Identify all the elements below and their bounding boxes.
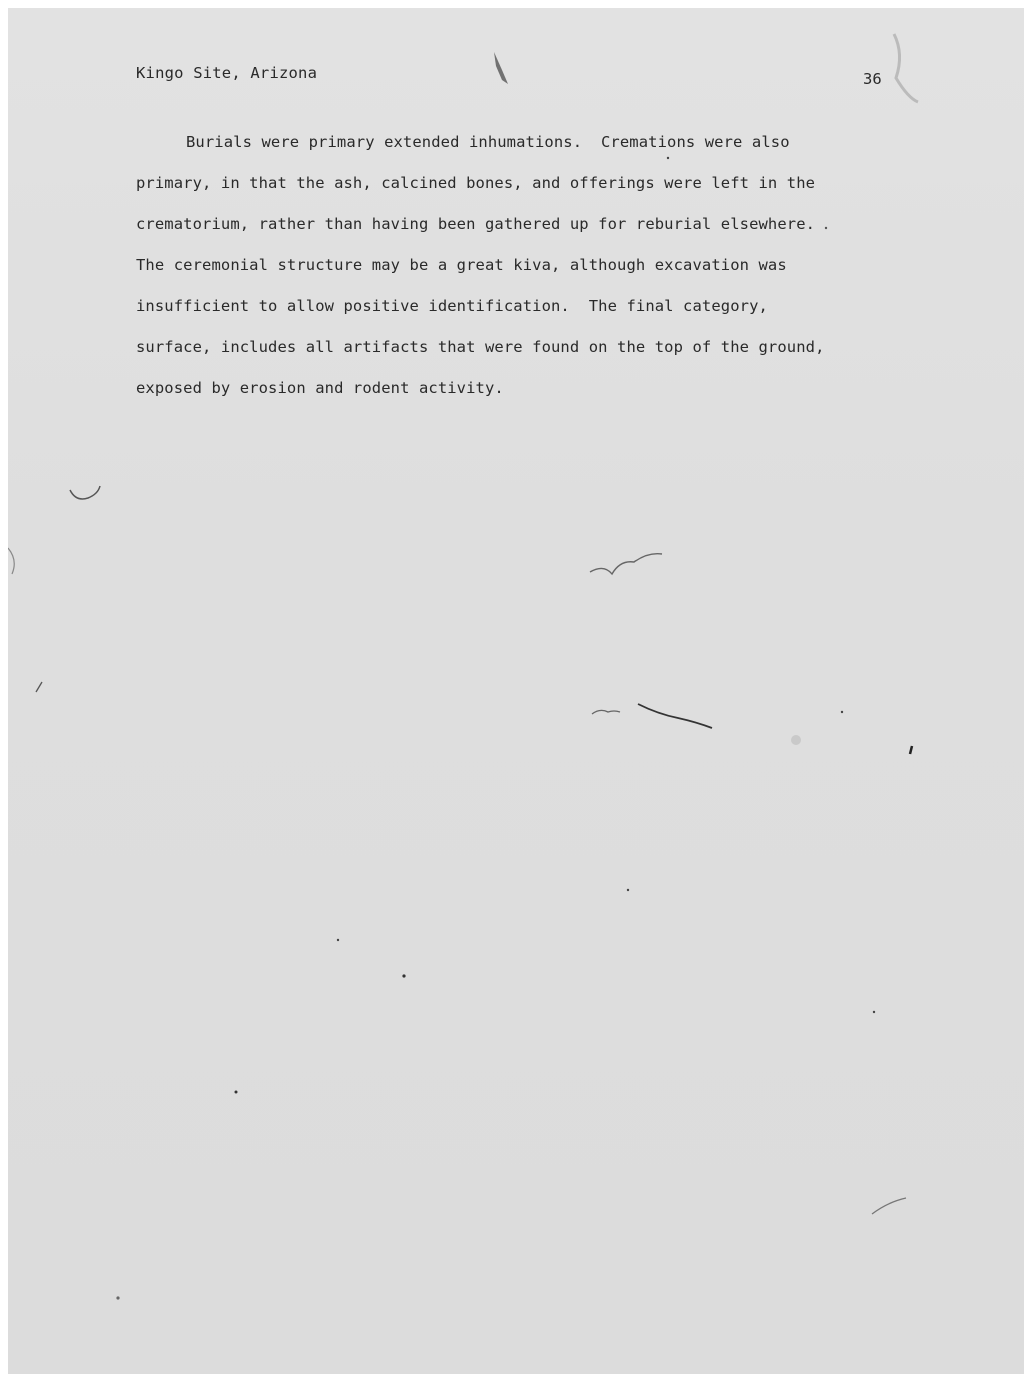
page-number: 36 [863, 70, 882, 88]
stray-mark [8, 548, 14, 574]
running-title: Kingo Site, Arizona [136, 64, 318, 82]
paragraph-line: exposed by erosion and rodent activity. [136, 379, 504, 397]
speck [841, 711, 843, 713]
stray-mark [592, 710, 620, 714]
speck [873, 1011, 875, 1013]
paragraph-line: primary, in that the ash, calcined bones, and offerings were left in the [136, 174, 816, 192]
stray-mark [894, 34, 918, 102]
paragraph-line: Burials were primary extended inhumations. Cremations were also [186, 133, 790, 151]
stray-mark [872, 1198, 906, 1214]
paragraph-line: The ceremonial structure may be a great kiva, although excavation was [136, 256, 787, 274]
stray-mark [36, 682, 42, 692]
speck [235, 1091, 238, 1094]
stray-mark [590, 554, 662, 574]
paragraph-line: surface, includes all artifacts that were found on the top of the ground, [136, 338, 825, 356]
paragraph-line: crematorium, rather than having been gathered up for reburial elsewhere. [136, 215, 816, 233]
paragraph-line: insufficient to allow positive identification. The final category, [136, 297, 768, 315]
smudge-mark [494, 52, 508, 84]
speck [627, 889, 629, 891]
stray-mark [638, 704, 712, 728]
speck [402, 974, 405, 977]
speck [116, 1296, 119, 1299]
stray-mark [70, 486, 100, 499]
stray-mark [910, 746, 912, 754]
speck [791, 735, 801, 745]
document-page [8, 8, 1024, 1374]
body-paragraph [136, 122, 896, 409]
speck [337, 939, 339, 941]
